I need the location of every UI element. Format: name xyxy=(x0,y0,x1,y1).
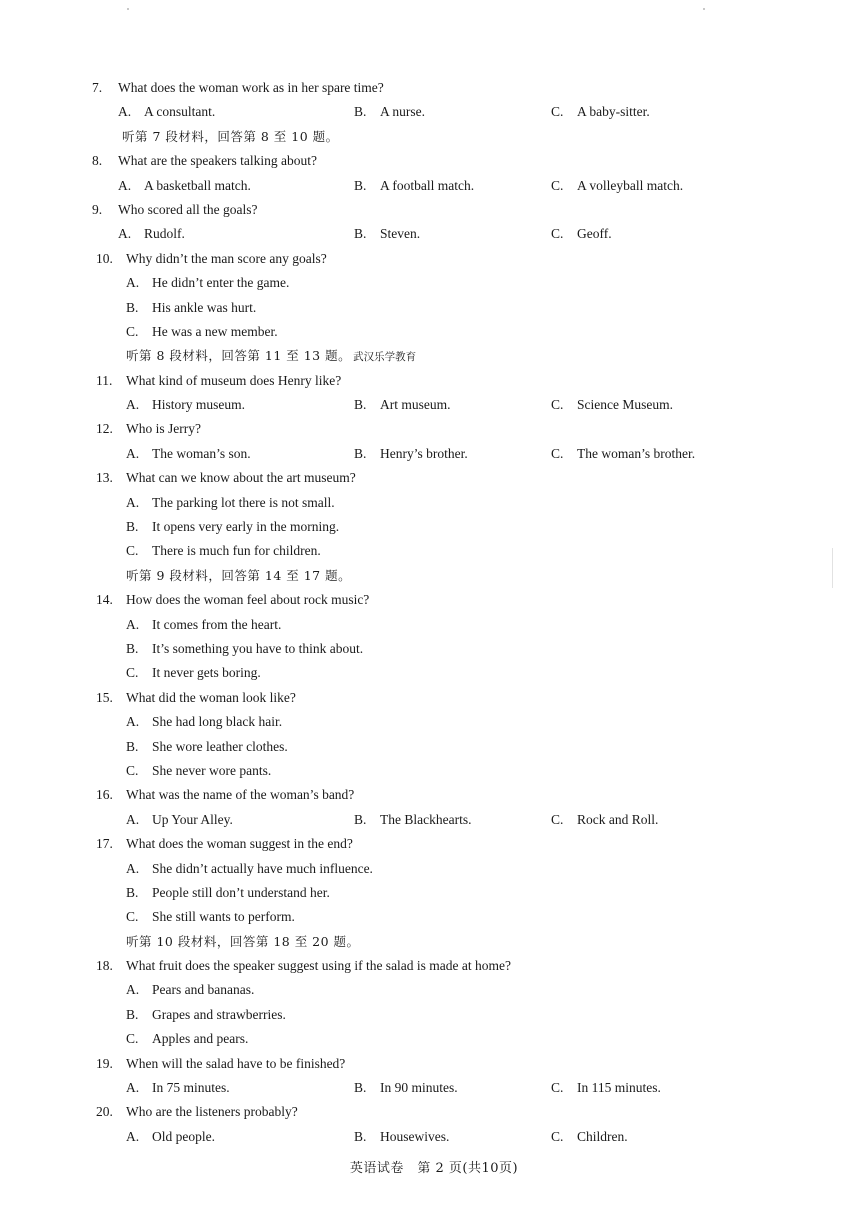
answer-option xyxy=(126,442,251,466)
question-number: 14. xyxy=(96,592,113,608)
options-row xyxy=(0,320,868,344)
question-text: What did the woman look like? xyxy=(126,689,296,705)
option-letter: C. xyxy=(551,1080,564,1096)
question-number: 13. xyxy=(96,470,113,486)
section-instruction-text: 听第 7 段材料，回答第 8 至 10 题。 xyxy=(122,128,339,144)
answer-option xyxy=(126,637,363,661)
section-instruction-row xyxy=(0,344,868,368)
option-letter: B. xyxy=(126,299,139,315)
answer-option xyxy=(126,491,335,515)
answer-option xyxy=(126,613,281,637)
section-instruction xyxy=(126,564,351,588)
question-row xyxy=(0,686,868,710)
option-letter: C. xyxy=(126,323,139,339)
option-letter: C. xyxy=(551,811,564,827)
option-letter: A. xyxy=(118,177,132,193)
options-row xyxy=(0,271,868,295)
option-letter: B. xyxy=(126,884,139,900)
section-instruction-row xyxy=(0,125,868,149)
answer-option xyxy=(126,905,295,929)
option-letter: A. xyxy=(118,226,132,242)
question-row xyxy=(0,1052,868,1076)
question-row xyxy=(0,417,868,441)
question-text: Who are the listeners probably? xyxy=(126,1104,298,1120)
option-text: People still don’t understand her. xyxy=(152,884,330,900)
option-text: Rock and Roll. xyxy=(577,811,659,827)
option-text: In 90 minutes. xyxy=(380,1080,458,1096)
options-row xyxy=(0,539,868,563)
question-row xyxy=(0,149,868,173)
option-letter: B. xyxy=(354,397,367,413)
answer-option xyxy=(354,1076,458,1100)
question-text: Why didn’t the man score any goals? xyxy=(126,250,327,266)
option-text: His ankle was hurt. xyxy=(152,299,257,315)
option-letter: C. xyxy=(551,104,564,120)
answer-option xyxy=(126,857,373,881)
answer-option xyxy=(126,393,245,417)
option-letter: A. xyxy=(118,104,132,120)
question-text: What does the woman work as in her spare time? xyxy=(118,80,384,95)
option-letter: B. xyxy=(354,177,367,193)
option-letter: C. xyxy=(126,762,139,778)
option-text: The woman’s brother. xyxy=(577,445,696,461)
option-text: It’s something you have to think about. xyxy=(152,640,364,656)
option-text: Pears and bananas. xyxy=(152,982,255,998)
options-row xyxy=(0,174,868,198)
section-instruction xyxy=(122,125,339,149)
option-letter: A. xyxy=(126,275,140,291)
options-row xyxy=(0,735,868,759)
option-text: She didn’t actually have much influence. xyxy=(152,860,373,876)
answer-option xyxy=(551,222,612,246)
answer-option xyxy=(354,174,474,198)
option-text: Steven. xyxy=(380,226,421,242)
option-text: Rudolf. xyxy=(144,226,185,242)
question-text: What can we know about the art museum? xyxy=(126,470,356,486)
option-letter: C. xyxy=(551,226,564,242)
option-letter: A. xyxy=(126,811,140,827)
question-row xyxy=(0,783,868,807)
answer-option xyxy=(354,808,471,832)
option-text: A baby-sitter. xyxy=(577,104,650,120)
options-row xyxy=(0,881,868,905)
question-row xyxy=(0,247,868,271)
question-row xyxy=(0,198,868,222)
option-letter: B. xyxy=(354,1080,367,1096)
answer-option xyxy=(118,100,215,124)
option-letter: C. xyxy=(126,665,139,681)
answer-option xyxy=(126,539,321,563)
answer-option xyxy=(551,174,683,198)
question-text: What are the speakers talking about? xyxy=(118,153,318,169)
options-row xyxy=(0,1027,868,1051)
option-text: History museum. xyxy=(152,397,245,413)
options-row xyxy=(0,978,868,1002)
answer-option xyxy=(551,1125,628,1149)
answer-option xyxy=(118,174,251,198)
answer-option xyxy=(126,808,233,832)
question-number: 19. xyxy=(96,1055,113,1071)
option-text: Geoff. xyxy=(577,226,612,242)
option-letter: A. xyxy=(126,714,140,730)
options-row xyxy=(0,637,868,661)
option-letter: A. xyxy=(126,397,140,413)
question-row xyxy=(0,1100,868,1124)
option-letter: C. xyxy=(126,909,139,925)
question-number: 15. xyxy=(96,689,113,705)
option-letter: C. xyxy=(551,397,564,413)
option-letter: B. xyxy=(126,738,139,754)
answer-option xyxy=(126,881,330,905)
answer-option xyxy=(126,759,271,783)
option-text: There is much fun for children. xyxy=(152,543,321,559)
question-number: 9. xyxy=(92,201,103,217)
answer-option xyxy=(551,1076,661,1100)
option-letter: A. xyxy=(126,1080,140,1096)
options-row xyxy=(0,442,868,466)
option-letter: A. xyxy=(126,616,140,632)
question-number: 10. xyxy=(96,250,113,266)
question-text: When will the salad have to be finished? xyxy=(126,1055,346,1071)
option-text: The Blackhearts. xyxy=(380,811,472,827)
question-number: 7. xyxy=(92,80,103,95)
answer-option xyxy=(126,515,339,539)
answer-option xyxy=(354,222,420,246)
answer-option xyxy=(551,808,658,832)
question-number: 11. xyxy=(96,372,113,388)
option-text: A nurse. xyxy=(380,104,425,120)
options-row xyxy=(0,1003,868,1027)
option-letter: B. xyxy=(354,1128,367,1144)
answer-option xyxy=(126,661,261,685)
options-row xyxy=(0,759,868,783)
options-row xyxy=(0,1125,868,1149)
option-letter: B. xyxy=(126,519,139,535)
option-text: She never wore pants. xyxy=(152,762,272,778)
options-row xyxy=(0,296,868,320)
answer-option xyxy=(126,320,278,344)
answer-option xyxy=(126,978,254,1002)
option-text: It opens very early in the morning. xyxy=(152,519,340,535)
option-letter: A. xyxy=(126,982,140,998)
option-text: He was a new member. xyxy=(152,323,278,339)
answer-option xyxy=(126,296,256,320)
answer-option xyxy=(126,1027,248,1051)
option-letter: C. xyxy=(551,177,564,193)
option-letter: B. xyxy=(354,445,367,461)
option-text: Grapes and strawberries. xyxy=(152,1006,286,1022)
question-text: What kind of museum does Henry like? xyxy=(126,372,342,388)
options-row xyxy=(0,393,868,417)
option-text: A football match. xyxy=(380,177,475,193)
option-letter: A. xyxy=(126,860,140,876)
question-number: 8. xyxy=(92,153,103,169)
question-row xyxy=(0,76,868,100)
options-row xyxy=(0,661,868,685)
question-text: What does the woman suggest in the end? xyxy=(126,836,353,852)
option-text: The woman’s son. xyxy=(152,445,251,461)
question-row xyxy=(0,588,868,612)
question-row xyxy=(0,954,868,978)
option-letter: A. xyxy=(126,1128,140,1144)
answer-option xyxy=(126,1003,286,1027)
answer-option xyxy=(126,271,289,295)
option-text: It comes from the heart. xyxy=(152,616,282,632)
answer-option xyxy=(126,735,288,759)
question-list xyxy=(0,76,868,1149)
question-number: 20. xyxy=(96,1104,113,1120)
option-letter: B. xyxy=(354,811,367,827)
answer-option xyxy=(354,442,468,466)
watermark-tag: 武汉乐学教育 xyxy=(353,351,417,364)
options-row xyxy=(0,808,868,832)
section-instruction xyxy=(126,344,416,369)
scan-speck xyxy=(127,8,129,10)
section-instruction xyxy=(126,930,360,954)
option-letter: B. xyxy=(126,1006,139,1022)
answer-option xyxy=(354,393,451,417)
option-text: Art museum. xyxy=(380,397,451,413)
option-text: It never gets boring. xyxy=(152,665,261,681)
option-letter: C. xyxy=(126,1031,139,1047)
answer-option xyxy=(354,100,425,124)
option-letter: C. xyxy=(551,1128,564,1144)
section-instruction-row xyxy=(0,564,868,588)
option-letter: C. xyxy=(551,445,564,461)
answer-option xyxy=(126,1076,230,1100)
option-text: He didn’t enter the game. xyxy=(152,275,290,291)
option-text: Apples and pears. xyxy=(152,1031,249,1047)
answer-option xyxy=(354,1125,449,1149)
section-instruction-row xyxy=(0,930,868,954)
options-row xyxy=(0,515,868,539)
option-text: Science Museum. xyxy=(577,397,673,413)
option-text: The parking lot there is not small. xyxy=(152,494,335,510)
option-text: A consultant. xyxy=(144,104,216,120)
option-text: She wore leather clothes. xyxy=(152,738,288,754)
question-text: How does the woman feel about rock music? xyxy=(126,592,370,608)
option-letter: B. xyxy=(126,640,139,656)
option-letter: C. xyxy=(126,543,139,559)
page-footer: 英语试卷 第 2 页(共10页) xyxy=(349,1161,519,1176)
answer-option xyxy=(551,393,673,417)
question-text: Who is Jerry? xyxy=(126,421,201,437)
question-text: Who scored all the goals? xyxy=(118,201,258,217)
option-text: She still wants to perform. xyxy=(152,909,295,925)
section-instruction-text: 听第 10 段材料，回答第 18 至 20 题。 xyxy=(126,933,360,949)
option-letter: A. xyxy=(126,445,140,461)
options-row xyxy=(0,857,868,881)
answer-option xyxy=(126,1125,215,1149)
question-text: What was the name of the woman’s band? xyxy=(126,787,355,803)
option-text: Old people. xyxy=(152,1128,215,1144)
option-text: A basketball match. xyxy=(144,177,251,193)
answer-option xyxy=(551,100,650,124)
options-row xyxy=(0,905,868,929)
option-text: A volleyball match. xyxy=(577,177,684,193)
option-text: She had long black hair. xyxy=(152,714,283,730)
section-instruction-text: 听第 9 段材料，回答第 14 至 17 题。 xyxy=(126,567,352,583)
options-row xyxy=(0,710,868,734)
option-letter: A. xyxy=(126,494,140,510)
option-letter: B. xyxy=(354,104,367,120)
options-row xyxy=(0,222,868,246)
options-row xyxy=(0,491,868,515)
answer-option xyxy=(126,710,282,734)
option-text: Housewives. xyxy=(380,1128,450,1144)
question-number: 16. xyxy=(96,787,113,803)
question-number: 17. xyxy=(96,836,113,852)
question-number: 12. xyxy=(96,421,113,437)
answer-option xyxy=(118,222,185,246)
options-row xyxy=(0,1076,868,1100)
answer-option xyxy=(551,442,695,466)
options-row xyxy=(0,613,868,637)
question-row xyxy=(0,466,868,490)
section-instruction-text: 听第 8 段材料，回答第 11 至 13 题。 xyxy=(126,348,352,364)
question-text: What fruit does the speaker suggest using if the salad is made at home? xyxy=(126,958,512,974)
option-text: Henry’s brother. xyxy=(380,445,468,461)
option-text: Children. xyxy=(577,1128,628,1144)
option-text: In 115 minutes. xyxy=(577,1080,661,1096)
options-row xyxy=(0,100,868,124)
question-row xyxy=(0,369,868,393)
question-number: 18. xyxy=(96,958,113,974)
option-text: Up Your Alley. xyxy=(152,811,233,827)
option-letter: B. xyxy=(354,226,367,242)
scan-speck xyxy=(703,8,705,10)
question-row xyxy=(0,832,868,856)
option-text: In 75 minutes. xyxy=(152,1080,230,1096)
